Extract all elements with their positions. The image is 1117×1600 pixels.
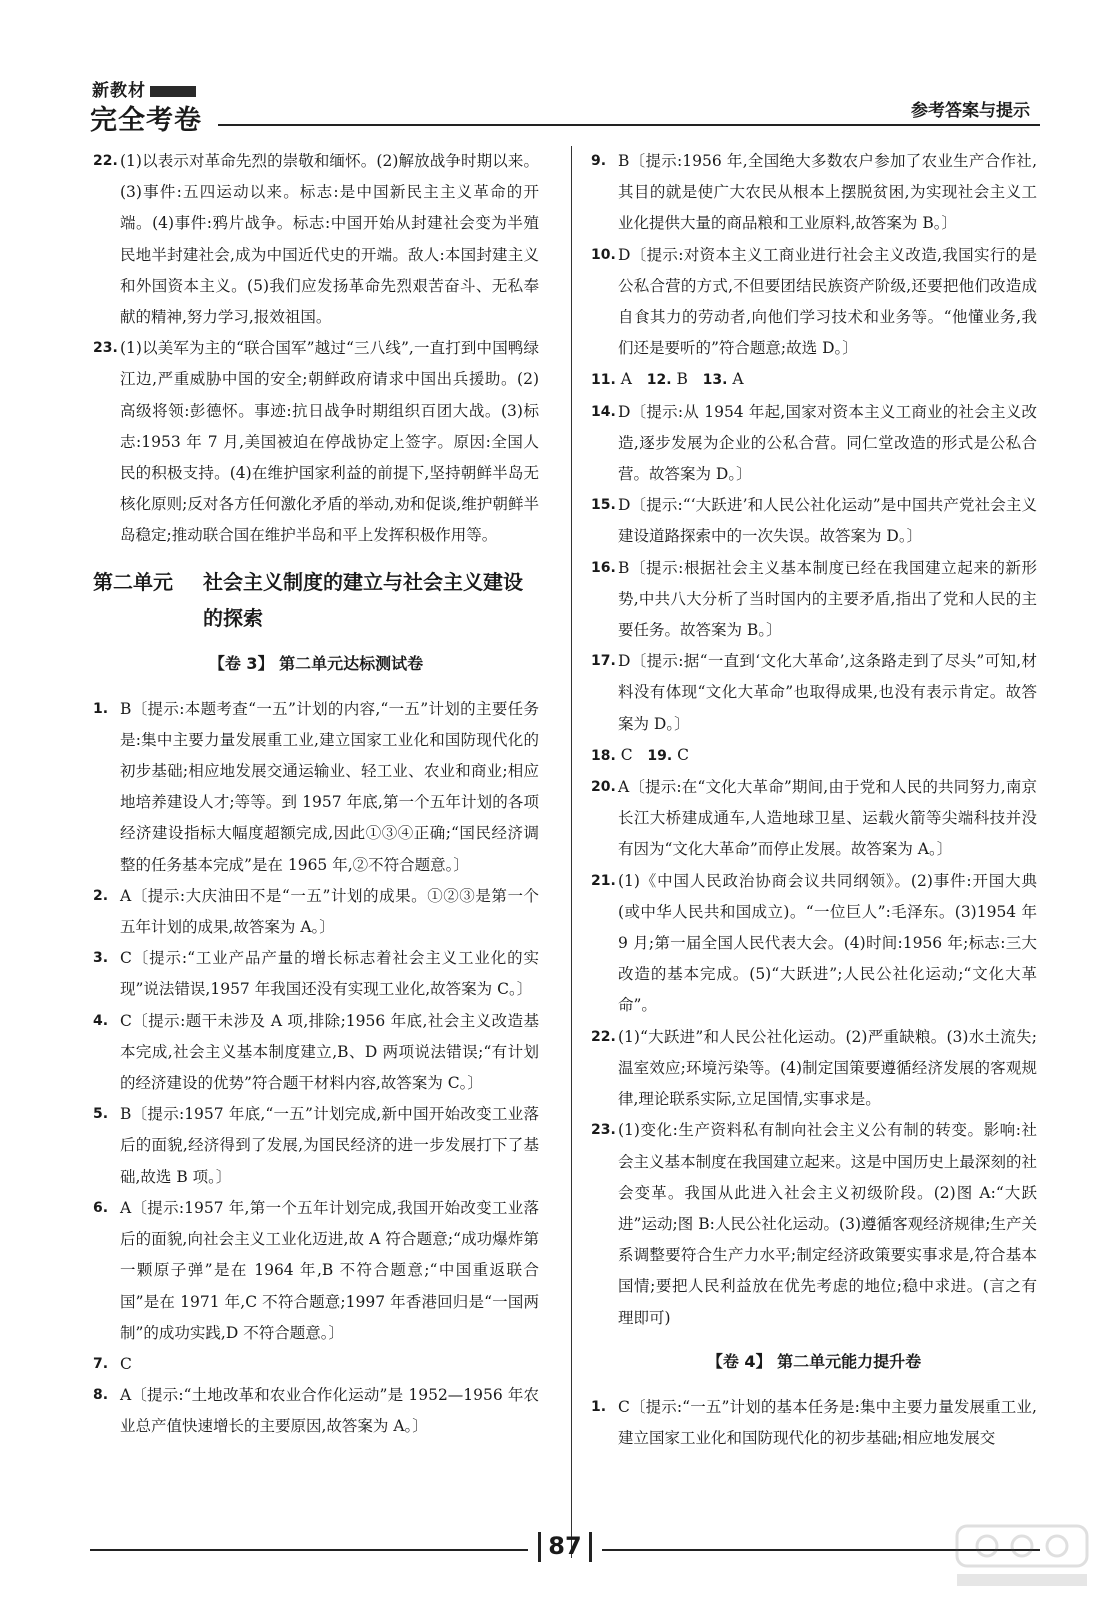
header-title: 参考答案与提示: [911, 101, 1030, 121]
item-text: B〔提示:1956 年,全国绝大多数农户参加了农业生产合作社,其目的就是使广大农民从根本上摆脱贫困,为实现社会主义工业化提供大量的商品粮和工业原料,故答案为 B。〕: [618, 152, 1037, 233]
answer-item: [591, 1392, 1037, 1454]
answer-item: [591, 240, 1037, 365]
item-number: 6.: [93, 1199, 109, 1216]
logo-series: 新教材: [92, 76, 196, 101]
answer-item: [93, 694, 539, 881]
answer-item: [591, 772, 1037, 866]
item-number: 21.: [591, 872, 616, 889]
answer-item: [591, 490, 1037, 552]
page-header: [90, 72, 1040, 136]
item-number: 20.: [591, 779, 616, 796]
item-text: D〔提示:“‘大跃进’和人民公社化运动”是中国共产党社会主义建设道路探索中的一次失误。故答案为 D。〕: [618, 496, 1037, 546]
item-number: 3.: [93, 950, 109, 967]
item-number: 22.: [93, 153, 118, 169]
item-text: A〔提示:“土地改革和农业合作化运动”是 1952—1956 年农业总产值快速增长的主要原因,故答案为 A。〕: [120, 1386, 539, 1436]
item-number: 1.: [591, 1398, 607, 1415]
item-number: 13.: [702, 372, 728, 389]
item-text: (1)以美军为主的“联合国军”越过“三八线”,一直打到中国鸭绿江边,严重威胁中国的安全;朝鲜政府请求中国出兵援助。(2)高级将领:彭德怀。事迹:抗日战争时期组织百团大战。(3)标志:1953 年 7 月,美国被迫在停战协定上签字。原因:全国人民的积极支持。(4)在维护国家利益的前提下,坚持朝鲜半岛无核化原则;反对各方任何激化矛盾的举动,劝和促谈,维护朝鲜半岛稳定;推动联合国在维护半岛和平上发挥积极作用等。: [120, 339, 540, 545]
item-number: 18.: [591, 747, 616, 764]
item-number: 7.: [93, 1355, 109, 1372]
item-text: D〔提示:据“一直到‘文化大革命’,这条路走到了尽头”可知,材料没有体现“文化大革命”也取得成果,也没有表示肯定。故答案为 D。〕: [618, 652, 1037, 733]
item-number: 11.: [591, 372, 616, 389]
item-number: 19.: [647, 747, 673, 764]
answer-item: [93, 881, 539, 943]
item-number: 5.: [93, 1106, 109, 1123]
answer-item: [93, 333, 539, 551]
watermark-logo: [947, 1520, 1097, 1592]
item-text: (1)“大跃进”和人民公社化运动。(2)严重缺粮。(3)水土流失;温室效应;环境污染等。(4)制定国策要遵循经济发展的客观规律,理论联系实际,立足国情,实事求是。: [618, 1027, 1037, 1109]
item-number: 17.: [591, 653, 616, 670]
item-answer: A: [620, 370, 632, 389]
answer-item: [93, 1099, 539, 1193]
item-text: B〔提示:1957 年底,“一五”计划完成,新中国开始改变工业落后的面貌,经济得到了发展,为国民经济的进一步发展打下了基础,故选 B 项。〕: [120, 1105, 539, 1186]
item-number: 2.: [93, 887, 109, 904]
item-number: 14.: [591, 403, 616, 420]
item-number: 16.: [591, 559, 616, 576]
item-text: A〔提示:1957 年,第一个五年计划完成,我国开始改变工业落后的面貌,向社会主义工业化迈进,故 A 符合题意;“成功爆炸第一颗原子弹”是在 1964 年,B 不符合题意;“中国重返联合国”是在 1971 年,C 不符合题意;1997 年香港回归是“一国两制”的成功实践,D 不符合题意。〕: [120, 1198, 539, 1342]
answer-item: [591, 1022, 1037, 1116]
item-text: B〔提示:本题考查“一五”计划的内容,“一五”计划的主要任务是:集中主要力量发展重工业,建立国家工业化和国防现代化的初步基础;相应地发展交通运输业、轻工业、农业和商业;相应地培养建设人才;等等。到 1957 年底,第一个五年计划的各项经济建设指标大幅度超额完成,因此①③④正确;“国民经济调整的任务基本完成”是在 1965 年,②不符合题意。〕: [120, 699, 539, 874]
answer-item: [591, 397, 1037, 491]
item-number: 1.: [93, 700, 109, 717]
item-text: C〔提示:题干未涉及 A 项,排除;1956 年底,社会主义改造基本完成,社会主义基本制度建立,B、D 两项说法错误;“有计划的经济建设的优势”符合题干材料内容,故答案为 C。〕: [120, 1011, 539, 1093]
answer-line-11-13: [591, 364, 1037, 396]
header-rule: [218, 124, 1040, 126]
answer-item: [93, 1193, 539, 1349]
item-text: D〔提示:从 1954 年起,国家对资本主义工商业的社会主义改造,逐步发展为企业的公私合营。同仁堂改造的形式是公私合营。故答案为 D。〕: [618, 402, 1037, 484]
item-number: 4.: [93, 1012, 109, 1029]
answer-item: [591, 646, 1037, 740]
item-text: C〔提示:“工业产品产量的增长标志着社会主义工业化的实现”说法错误,1957 年我国还没有实现工业化,故答案为 C。〕: [120, 949, 539, 999]
item-text: (1)以表示对革命先烈的崇敬和缅怀。(2)解放战争时期以来。(3)事件:五四运动以来。标志:是中国新民主主义革命的开端。(4)事件:鸦片战争。标志:中国开始从封建社会变为半殖民地半封建社会,成为中国近代史的开端。敌人:本国封建主义和外国资本主义。(5)我们应发扬革命先烈艰苦奋斗、无私奉献的精神,努力学习,报效祖国。: [120, 152, 539, 327]
section-title-4: 【卷 4】 第二单元能力提升卷: [706, 1351, 922, 1371]
answer-item: [591, 866, 1037, 1022]
unit-title: 第二单元 社会主义制度的建立与社会主义建设的探索: [93, 569, 523, 630]
page-footer: [90, 1530, 1040, 1570]
logo-title: 完全考卷: [90, 105, 202, 136]
item-text: B〔提示:根据社会主义基本制度已经在我国建立起来的新形势,中共八大分析了当时国内的主要矛盾,指出了党和人民的主要任务。故答案为 B。〕: [618, 558, 1037, 640]
item-text: A〔提示:在“文化大革命”期间,由于党和人民的共同努力,南京长江大桥建成通车,人造地球卫星、运载火箭等尖端科技并没有因为“文化大革命”而停止发展。故答案为 A。〕: [618, 778, 1037, 859]
logo-bar: [150, 86, 196, 97]
item-number: 23.: [93, 340, 118, 357]
right-column: [591, 146, 1037, 1454]
item-number: 23.: [591, 1122, 616, 1139]
answer-item: [591, 146, 1037, 240]
item-text: (1)《中国人民政治协商会议共同纲领》。(2)事件:开国大典(或中华人民共和国成立)。“一位巨人”:毛泽东。(3)1954 年 9 月;第一届全国人民代表大会。(4)时间:1956 年;标志:三大改造的基本完成。(5)“大跃进”;人民公社化运动;“文化大革命”。: [618, 871, 1037, 1015]
item-text: D〔提示:对资本主义工商业进行社会主义改造,我国实行的是公私合营的方式,不但要团结民族资产阶级,还要把他们改造成自食其力的劳动者,向他们学习技术和业务等。“他懂业务,我们还是要听的”符合题意;故选 D。〕: [618, 245, 1037, 358]
footer-rule-left: [90, 1549, 528, 1551]
answer-line-18-19: [591, 740, 1037, 772]
item-text: A〔提示:大庆油田不是“一五”计划的成果。①②③是第一个五年计划的成果,故答案为 A。〕: [120, 886, 539, 937]
left-column: [93, 146, 539, 1443]
item-number: 9.: [591, 153, 607, 169]
item-text: C〔提示:“一五”计划的基本任务是:集中主要力量发展重工业,建立国家工业化和国防现代化的初步基础;相应地发展交: [618, 1397, 1037, 1447]
page-number: 87: [548, 1532, 582, 1560]
item-number: 22.: [591, 1028, 616, 1045]
item-number: 12.: [646, 372, 672, 389]
answer-item: [93, 943, 539, 1005]
section-title-3: 【卷 3】 第二单元达标测试卷: [208, 653, 424, 673]
item-number: 8.: [93, 1387, 109, 1404]
item-answer: C: [620, 745, 633, 764]
answer-item: [591, 553, 1037, 647]
item-number: 10.: [591, 246, 616, 263]
item-text: C: [120, 1354, 132, 1373]
item-answer: C: [677, 745, 690, 764]
item-answer: A: [732, 370, 744, 389]
answer-item: [591, 1115, 1037, 1333]
answer-item: [93, 1349, 539, 1380]
answer-item: [93, 1006, 539, 1100]
answer-item: [93, 1380, 539, 1442]
footer-bar-right: [589, 1532, 592, 1562]
item-answer: B: [676, 370, 688, 389]
answer-item: [93, 146, 539, 333]
item-number: 15.: [591, 497, 616, 514]
column-divider: [571, 146, 572, 1558]
item-text: (1)变化:生产资料私有制向社会主义公有制的转变。影响:社会主义基本制度在我国建立起来。这是中国历史上最深刻的社会变革。我国从此进入社会主义初级阶段。(2)图 A:“大跃进”运动;图 B:人民公社化运动。(3)遵循客观经济规律;生产关系调整要符合生产力水平;制定经济政策要实事求是,符合基本国情;要把人民利益放在优先考虑的地位;稳中求进。(言之有理即可): [618, 1121, 1037, 1327]
